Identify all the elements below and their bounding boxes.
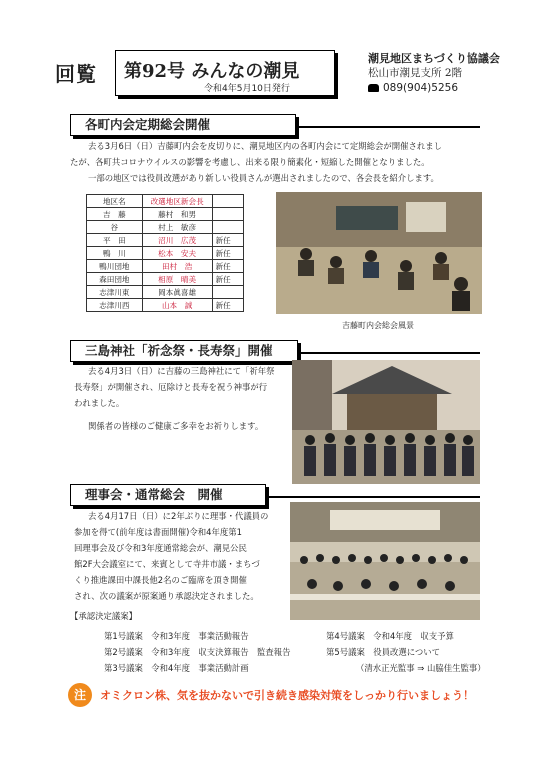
- table-cell-name: 山本 誠: [142, 299, 212, 312]
- shrine-photo-image: [292, 360, 480, 484]
- resolution-list-right: [326, 628, 486, 676]
- table-cell-note: [212, 286, 243, 299]
- table-header-row: [87, 195, 244, 208]
- section3-para5: くり推進課田中課長他2名のご臨席を頂き開催: [74, 575, 247, 585]
- section2-heading: 三島神社「祈念祭・長寿祭」開催: [70, 340, 298, 362]
- section1-heading: 各町内会定期総会開催: [70, 114, 296, 136]
- kairan-label: 回覧: [55, 62, 97, 86]
- phone-icon: [368, 84, 379, 92]
- table-cell-area: 鴨川団地: [87, 260, 143, 273]
- table-cell-name: 田村 浩: [142, 260, 212, 273]
- table-row: [87, 260, 244, 273]
- table-cell-area: 平 田: [87, 234, 143, 247]
- resolution-list-left: [104, 628, 291, 676]
- board-meeting-photo-image: [290, 502, 480, 620]
- photo-caption: 吉藤町内会総会風景: [342, 321, 414, 330]
- issue-date: 令和4年5月10日発行: [204, 84, 290, 94]
- board-meeting-photo: [290, 502, 480, 620]
- resolution-item: 第5号議案 役員改選について: [326, 647, 441, 657]
- org-address: 松山市潮見支所 2階: [368, 67, 463, 79]
- table-cell-area: 谷: [87, 221, 143, 234]
- table-row: [87, 273, 244, 286]
- resolved-title: 【承認決定議案】: [70, 611, 137, 621]
- section3-heading: 理事会・通常総会 開催: [70, 484, 266, 506]
- table-cell-note: 新任: [212, 273, 243, 286]
- resolution-item: （清水正光監事 ⇒ 山脇佳生監事）: [356, 663, 486, 673]
- table-cell-note: 新任: [212, 299, 243, 312]
- table-row: [87, 221, 244, 234]
- issue-title-box: [115, 50, 335, 96]
- section1-para1: 去る3月6日（日）吉藤町内会を皮切りに、潮見地区内の各町内会にて定期総会が開催されまし: [88, 141, 443, 151]
- table-cell-note: [212, 221, 243, 234]
- section3-para3: 回理事会及び令和3年度通常総会が、潮見公民: [74, 543, 247, 553]
- resolution-item: 第4号議案 令和4年度 収支予算: [326, 631, 454, 641]
- table-cell-area: 吉 藤: [87, 208, 143, 221]
- general-meeting-photo: [276, 192, 482, 314]
- section2-para2: 長寿祭」が開催され、厄除けと長寿を祝う神事が行: [74, 382, 268, 392]
- table-cell-name: 松本 安夫: [142, 247, 212, 260]
- table-cell-note: 新任: [212, 260, 243, 273]
- table-row: [87, 247, 244, 260]
- table-cell-area: 鴨 川: [87, 247, 143, 260]
- org-phone: 089(904)5256: [383, 82, 458, 94]
- general-meeting-photo-image: [276, 192, 482, 314]
- resolution-item: 第3号議案 令和4年度 事業活動計画: [104, 663, 249, 673]
- table-cell-name: 村上 敏彦: [142, 221, 212, 234]
- table-cell-note: 新任: [212, 247, 243, 260]
- table-cell-area: 森田団地: [87, 273, 143, 286]
- resolution-item: 第2号議案 令和3年度 収支決算報告 監査報告: [104, 647, 291, 657]
- section1-para3: 一部の地区では役員改選があり新しい役員さんが選出されましたので、各会長を紹介します。: [88, 173, 439, 183]
- organization-info: [368, 52, 500, 95]
- table-header-area: 地区名: [87, 195, 143, 208]
- table-cell-note: 新任: [212, 234, 243, 247]
- shrine-photo: [292, 360, 480, 484]
- section1-para2: たが、各町共コロナウイルスの影響を考慮し、出来る限り簡素化・短縮した開催となりました。: [70, 157, 430, 167]
- table-row: [87, 286, 244, 299]
- section3-para4: 館2F大会議室にて、来賓として寺井市議・まちづ: [74, 559, 260, 569]
- notice-banner: [68, 685, 488, 711]
- table-row: [87, 208, 244, 221]
- section3-para2: 参加を得て(前年度は書面開催)令和4年度第1: [74, 527, 242, 537]
- table-row: [87, 234, 244, 247]
- notice-text: オミクロン株、気を抜かないで引き続き感染対策をしっかり行いましょう！: [100, 689, 474, 702]
- table-cell-area: 志津川西: [87, 299, 143, 312]
- table-cell-area: 志津川東: [87, 286, 143, 299]
- table-header-note: [212, 195, 243, 208]
- section2-para3: われました。: [74, 398, 125, 408]
- table-header-name: 改選地区新会長: [142, 195, 212, 208]
- table-cell-note: [212, 208, 243, 221]
- issue-title: 第92号 みんなの潮見: [124, 61, 300, 82]
- table-cell-name: 藤村 和男: [142, 208, 212, 221]
- org-phone-row: [368, 81, 500, 95]
- notice-mark-icon: 注: [68, 683, 92, 707]
- section3-para6: され、次の議案が原案通り承認決定されました。: [74, 591, 259, 601]
- section2-para4: 関係者の皆様のご健康ご多幸をお祈りします。: [88, 421, 264, 431]
- table-row: [87, 299, 244, 312]
- org-name: 潮見地区まちづくり協議会: [368, 52, 500, 65]
- table-cell-name: 沼川 広茂: [142, 234, 212, 247]
- table-cell-name: 岡本眞喜雄: [142, 286, 212, 299]
- chairman-table: [86, 194, 244, 312]
- resolution-item: 第1号議案 令和3年度 事業活動報告: [104, 631, 249, 641]
- table-cell-name: 相原 晴美: [142, 273, 212, 286]
- section3-para1: 去る4月17日（日）に2年ぶりに理事・代議員の: [88, 511, 269, 521]
- section2-para1: 去る4月3日（日）に吉藤の三島神社にて「祈年祭: [88, 366, 275, 376]
